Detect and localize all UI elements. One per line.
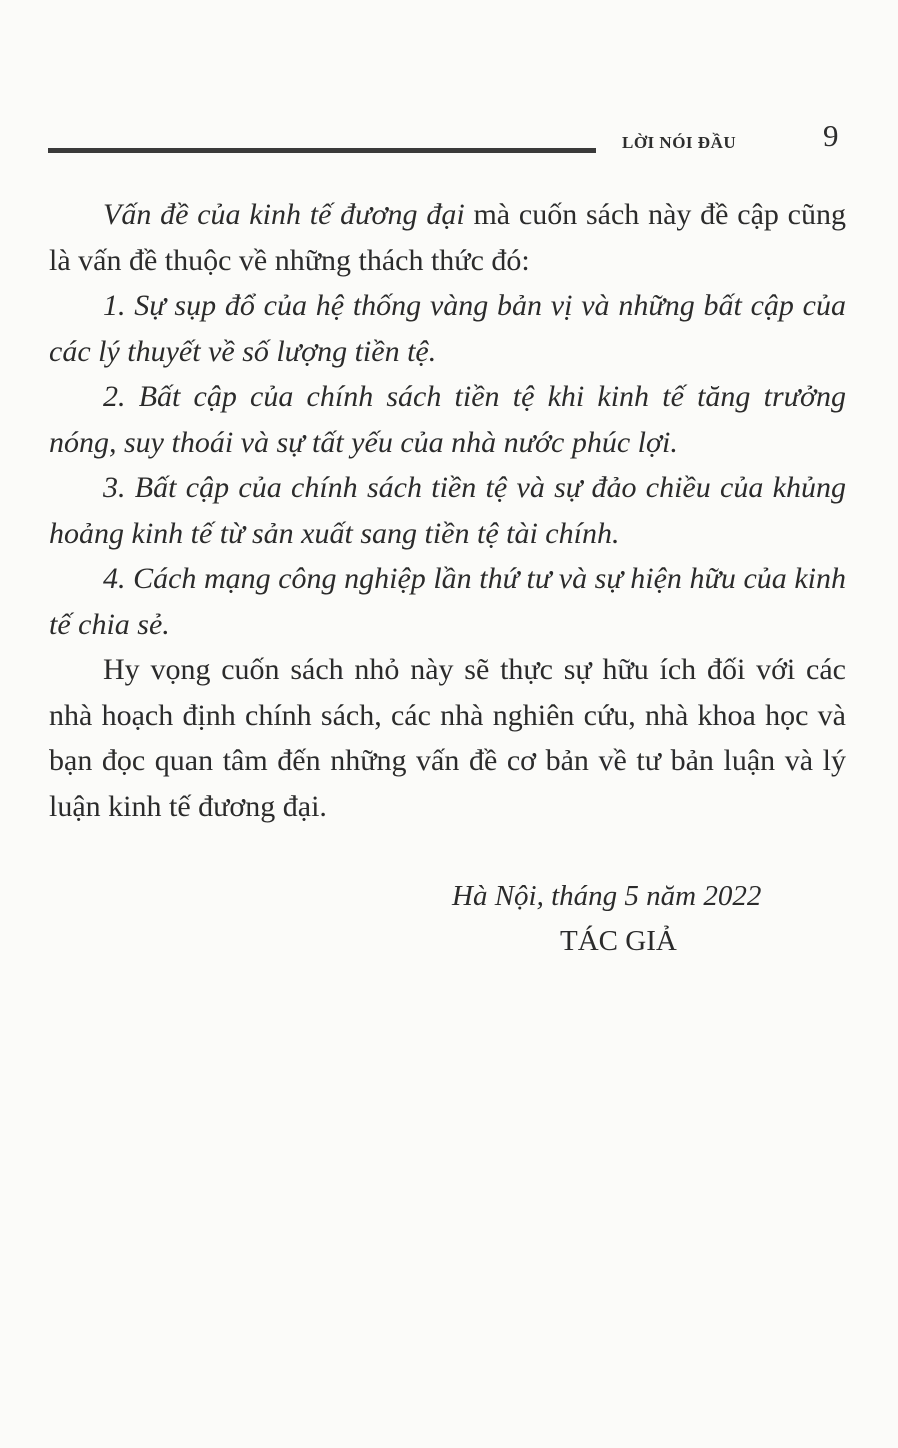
running-header-title: LỜI NÓI ĐẦU <box>622 133 737 152</box>
body-text <box>49 192 846 829</box>
list-item-4: 4. Cách mạng công nghiệp lần thứ tư và sự hiện hữu của kinh tế chia sẻ. <box>49 562 846 641</box>
list-item-3: 3. Bất cập của chính sách tiền tệ và sự đảo chiều của khủng hoảng kinh tế từ sản xuất sang tiền tệ tài chính. <box>49 471 846 550</box>
closing-paragraph: Hy vọng cuốn sách nhỏ này sẽ thực sự hữu ích đối với các nhà hoạch định chính sách, các nhà nghiên cứu, nhà khoa học và bạn đọc quan tâm đến những vấn đề cơ bản về tư bản luận và lý luận kinh tế đương đại. <box>49 653 846 823</box>
place-date: Hà Nội, tháng 5 năm 2022 <box>452 880 762 912</box>
list-item-2: 2. Bất cập của chính sách tiền tệ khi kinh tế tăng trưởng nóng, suy thoái và sự tất yếu của nhà nước phúc lợi. <box>49 380 846 459</box>
page-number: 9 <box>823 118 839 153</box>
signature-block <box>452 874 761 964</box>
list-item-1: 1. Sự sụp đổ của hệ thống vàng bản vị và những bất cập của các lý thuyết về số lượng tiền tệ. <box>49 289 846 368</box>
intro-rest: mà cuốn sách này đề cập cũng là vấn đề thuộc về những thách thức đó: <box>49 198 846 277</box>
header-rule <box>48 148 596 153</box>
intro-paragraph <box>49 192 846 283</box>
author: TÁC GIẢ <box>560 925 677 957</box>
intro-italic-phrase: Vấn đề của kinh tế đương đại <box>103 198 465 231</box>
